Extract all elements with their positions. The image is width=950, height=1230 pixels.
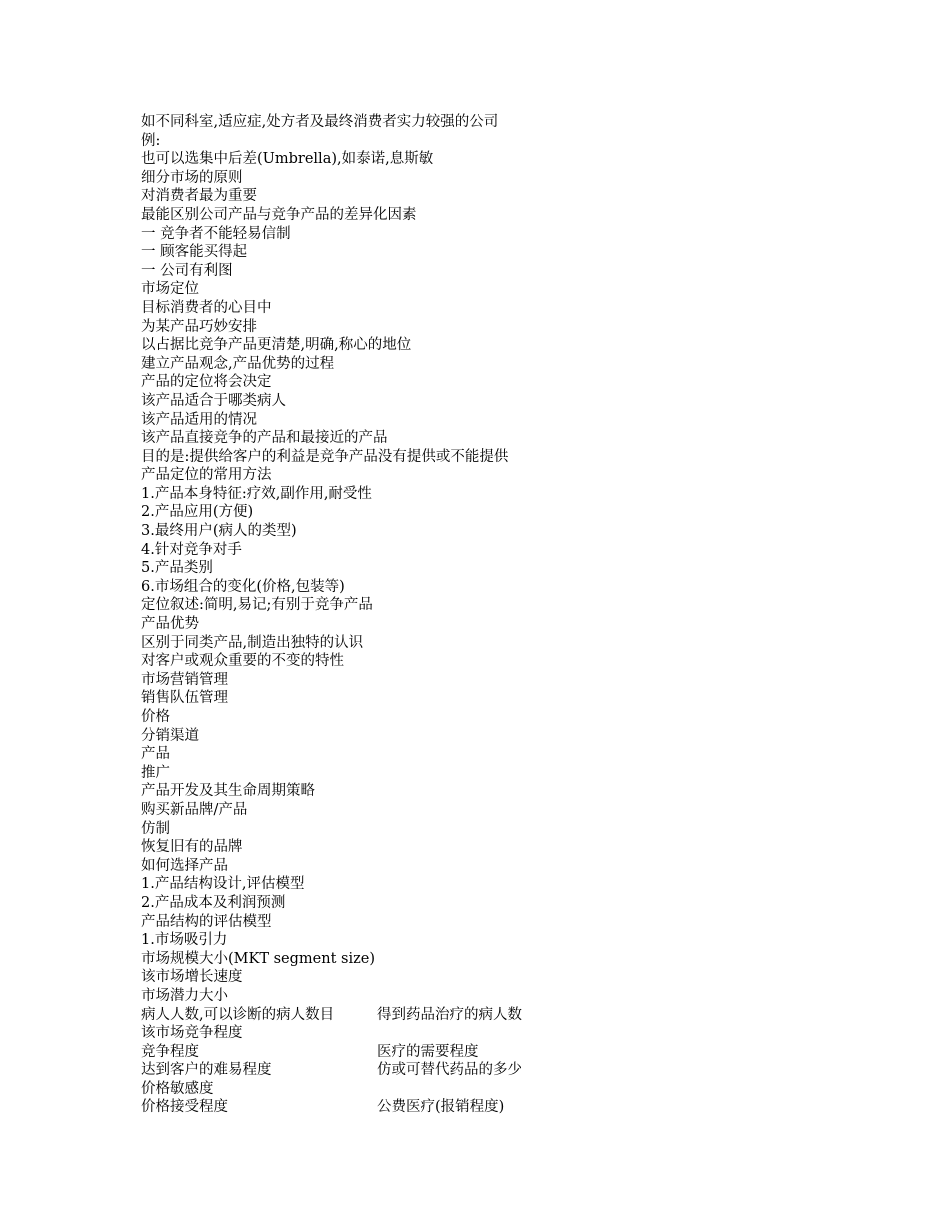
line-text-second-column: 医疗的需要程度	[377, 1043, 479, 1060]
line-text: 也可以选集中后差(Umbrella),如泰诺,息斯敏	[141, 151, 434, 168]
line-text: 例:	[141, 132, 161, 149]
line-text: 该产品适合于哪类病人	[141, 392, 286, 409]
line-text: 产品开发及其生命周期策略	[141, 783, 315, 800]
line-text: 以占据比竞争产品更清楚,明确,称心的地位	[141, 337, 412, 354]
text-line	[141, 522, 841, 541]
line-text: 细分市场的原则	[141, 169, 243, 186]
text-line	[141, 1006, 841, 1025]
line-text: 目标消费者的心目中	[141, 299, 272, 316]
text-line	[141, 596, 841, 615]
text-line	[141, 373, 841, 392]
line-text: 建立产品观念,产品优势的过程	[141, 355, 335, 372]
text-line	[141, 466, 841, 485]
line-text: 该产品直接竞争的产品和最接近的产品	[141, 430, 388, 447]
text-line	[141, 894, 841, 913]
line-text: 病人人数,可以诊断的病人数目	[141, 1006, 335, 1023]
line-text: 为某产品巧妙安排	[141, 318, 257, 335]
text-line	[141, 429, 841, 448]
text-line	[141, 187, 841, 206]
line-text-second-column: 仿或可替代药品的多少	[377, 1062, 522, 1079]
line-text: 区别于同类产品,制造出独特的认识	[141, 634, 364, 651]
text-line	[141, 559, 841, 578]
line-text: 1.产品结构设计,评估模型	[141, 876, 305, 893]
text-line	[141, 764, 841, 783]
text-line	[141, 1061, 841, 1080]
text-line	[141, 820, 841, 839]
text-line	[141, 280, 841, 299]
text-line	[141, 392, 841, 411]
text-line	[141, 1024, 841, 1043]
line-text: 该市场增长速度	[141, 969, 243, 986]
text-line	[141, 950, 841, 969]
line-text: 2.产品应用(方便)	[141, 504, 254, 521]
text-line	[141, 243, 841, 262]
text-line	[141, 1080, 841, 1099]
text-line	[141, 708, 841, 727]
line-text: 对客户或观众重要的不变的特性	[141, 653, 344, 670]
text-line	[141, 875, 841, 894]
text-line	[141, 225, 841, 244]
line-text-second-column: 得到药品治疗的病人数	[377, 1006, 522, 1023]
line-text: 如不同科室,适应症,处方者及最终消费者实力较强的公司	[141, 114, 499, 130]
line-text: 购买新品牌/产品	[141, 801, 248, 818]
line-text: 恢复旧有的品牌	[141, 839, 243, 856]
text-line	[141, 150, 841, 169]
text-line	[141, 169, 841, 188]
line-text: 一 竞争者不能轻易信制	[141, 225, 291, 242]
line-text: 分销渠道	[141, 727, 199, 744]
text-line	[141, 355, 841, 374]
text-line	[141, 132, 841, 151]
text-line	[141, 689, 841, 708]
line-text: 达到客户的难易程度	[141, 1062, 272, 1079]
line-text: 产品	[141, 746, 170, 763]
text-line	[141, 801, 841, 820]
line-text: 市场潜力大小	[141, 987, 228, 1004]
text-line	[141, 262, 841, 281]
line-text: 该市场竞争程度	[141, 1025, 243, 1042]
line-text: 市场定位	[141, 281, 199, 298]
text-line	[141, 503, 841, 522]
line-text: 市场规模大小(MKT segment size)	[141, 950, 375, 967]
line-text: 销售队伍管理	[141, 690, 228, 707]
text-line	[141, 634, 841, 653]
text-line	[141, 782, 841, 801]
line-text: 产品定位的常用方法	[141, 467, 272, 484]
line-text: 对消费者最为重要	[141, 188, 257, 205]
line-text: 产品结构的评估模型	[141, 913, 272, 930]
line-text: 1.产品本身特征:疗效,副作用,耐受性	[141, 485, 372, 502]
line-text-second-column: 公费医疗(报销程度)	[377, 1099, 505, 1116]
line-text: 3.最终用户(病人的类型)	[141, 523, 297, 540]
line-text: 目的是:提供给客户的利益是竞争产品没有提供或不能提供	[141, 448, 509, 465]
text-line	[141, 745, 841, 764]
text-line	[141, 1043, 841, 1062]
text-line	[141, 448, 841, 467]
text-line	[141, 1098, 841, 1117]
line-text: 最能区别公司产品与竞争产品的差异化因素	[141, 206, 417, 223]
text-line	[141, 578, 841, 597]
text-line	[141, 671, 841, 690]
line-text: 一 顾客能买得起	[141, 244, 248, 261]
line-text: 推广	[141, 764, 170, 781]
text-line	[141, 838, 841, 857]
line-text: 一 公司有利图	[141, 262, 233, 279]
line-text: 仿制	[141, 820, 170, 837]
text-line	[141, 857, 841, 876]
text-line	[141, 206, 841, 225]
line-text: 市场营销管理	[141, 671, 228, 688]
line-text: 该产品适用的情况	[141, 411, 257, 428]
text-line	[141, 318, 841, 337]
line-text: 6.市场组合的变化(价格,包装等)	[141, 578, 345, 595]
line-text: 1.市场吸引力	[141, 932, 228, 949]
line-text: 价格	[141, 709, 170, 725]
text-line	[141, 913, 841, 932]
text-line	[141, 411, 841, 430]
line-text: 产品的定位将会决定	[141, 374, 272, 391]
text-line	[141, 987, 841, 1006]
line-text: 竞争程度	[141, 1043, 199, 1060]
line-text: 定位叙述:简明,易记;有别于竞争产品	[141, 597, 373, 614]
line-text: 2.产品成本及利润预测	[141, 894, 286, 911]
text-line	[141, 113, 841, 132]
line-text: 如何选择产品	[141, 857, 228, 874]
line-text: 5.产品类别	[141, 560, 213, 577]
text-line	[141, 652, 841, 671]
line-text: 4.针对竞争对手	[141, 541, 242, 558]
text-line	[141, 336, 841, 355]
document-page	[141, 113, 841, 1117]
text-line	[141, 615, 841, 634]
line-text: 价格接受程度	[141, 1099, 228, 1116]
line-text: 产品优势	[141, 616, 199, 633]
text-line	[141, 541, 841, 560]
text-line	[141, 931, 841, 950]
text-line	[141, 485, 841, 504]
text-line	[141, 727, 841, 746]
line-text: 价格敏感度	[141, 1080, 214, 1097]
text-line	[141, 299, 841, 318]
text-line	[141, 968, 841, 987]
